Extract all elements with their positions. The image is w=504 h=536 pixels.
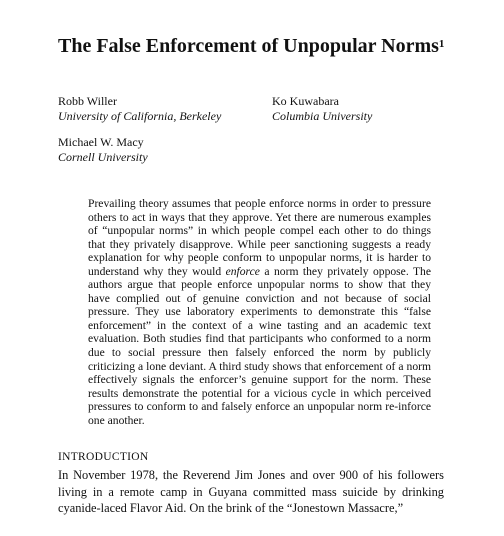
author-name: Ko Kuwabara — [272, 94, 339, 108]
author-affiliation: University of California, Berkeley — [58, 109, 222, 123]
title-text: The False Enforcement of Unpopular Norms — [58, 35, 439, 57]
paper-title — [58, 34, 458, 58]
author-name: Michael W. Macy — [58, 135, 144, 149]
author-block — [272, 94, 372, 124]
abstract — [88, 197, 431, 427]
section-heading: INTRODUCTION — [58, 451, 149, 463]
abstract-emphasis: enforce — [225, 264, 260, 278]
abstract-text-2: a norm they privately oppose. The authors argue that people enforce unpopular norms to show that they have complied out of genuine conviction and not because of social pressure. They use laboratory experiments to demonstrate this “false enforcement” in the context of a wine tasting and an academic text evaluation. Both studies find that participants who conformed to a norm due to social pressure then falsely enforced the norm by publicly criticizing a lone deviant. A third study shows that enforcement of a norm effectively signals the enforcer’s genuine support for the norm. These results demonstrate the potential for a vicious cycle in which perceived pressures to conform to and falsely enforce an unpopular norm re-inforce one another. — [88, 264, 431, 427]
author-name: Robb Willer — [58, 94, 117, 108]
abstract-text-1: Prevailing theory assumes that people enforce norms in order to pressure others to act in ways that they approve. Yet there are numerous examples of “unpopular norms” in which people compel each other to do things that they privately disapprove. While peer sanctioning suggests a ready explanation for why people conform to unpopular norms, it is harder to understand why they would — [88, 197, 431, 278]
author-block — [58, 135, 148, 165]
author-affiliation: Columbia University — [272, 109, 373, 123]
intro-paragraph: In November 1978, the Reverend Jim Jones and over 900 of his followers living in a remote camp in Guyana committed mass suicide by drinking cyanide-laced Flavor Aid. On the brink of the “Jonestown Massacre,” — [58, 468, 444, 515]
author-affiliation: Cornell University — [58, 150, 148, 164]
title-footnote-marker[interactable]: 1 — [438, 38, 445, 50]
author-block — [58, 94, 221, 124]
